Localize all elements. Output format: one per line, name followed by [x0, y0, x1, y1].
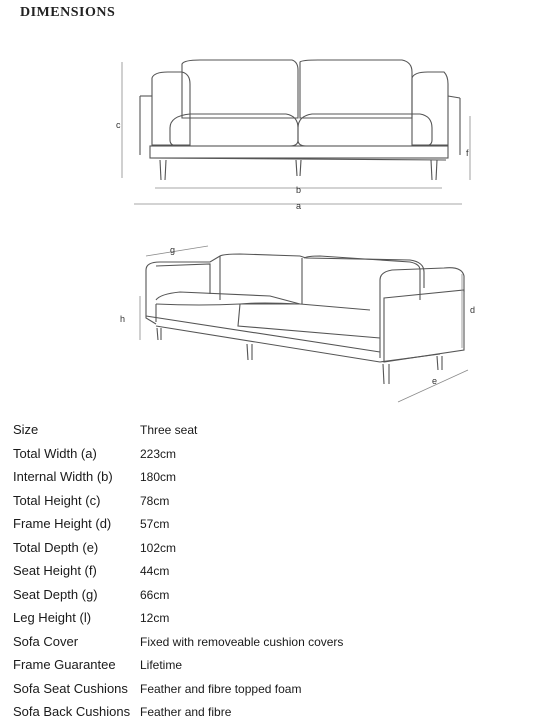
spec-row: [13, 446, 533, 470]
sofa-front-view: [140, 60, 460, 180]
dim-label-d: d: [470, 305, 476, 315]
specifications-table: [13, 422, 533, 728]
spec-label: Sofa Seat Cushions: [13, 680, 128, 696]
spec-value: 66cm: [140, 587, 170, 602]
dim-label-a: a: [296, 201, 302, 211]
spec-value: Fixed with removeable cushion covers: [140, 634, 344, 649]
spec-label: Internal Width (b): [13, 469, 113, 484]
spec-row: [13, 587, 533, 611]
spec-row: [13, 657, 533, 681]
spec-row: [13, 610, 533, 634]
spec-row: [13, 634, 533, 658]
spec-value: 78cm: [140, 493, 170, 508]
spec-row: [13, 493, 533, 517]
spec-label: Leg Height (l): [13, 610, 92, 625]
spec-label: Size: [13, 422, 39, 437]
spec-value: Feather and fibre: [140, 705, 232, 719]
spec-label: Total Depth (e): [13, 539, 99, 555]
spec-value: 57cm: [140, 517, 170, 531]
spec-label: Total Width (a): [13, 445, 97, 461]
spec-value: Feather and fibre topped foam: [140, 681, 302, 696]
dim-label-b: b: [296, 185, 302, 195]
spec-label: Total Height (c): [13, 492, 101, 508]
spec-label: Frame Guarantee: [13, 657, 116, 672]
spec-value: 102cm: [140, 540, 177, 555]
spec-row: [13, 516, 533, 540]
spec-value: 12cm: [140, 611, 170, 625]
spec-label: Seat Depth (g): [13, 586, 98, 602]
spec-row: [13, 469, 533, 493]
spec-value: 44cm: [140, 564, 170, 578]
spec-label: Sofa Cover: [13, 633, 79, 649]
spec-row: [13, 681, 533, 705]
spec-row: [13, 540, 533, 564]
spec-label: Frame Height (d): [13, 516, 112, 531]
dim-label-e: e: [432, 376, 438, 386]
dim-label-c: c: [116, 120, 121, 130]
dim-label-f: f: [466, 148, 469, 158]
spec-value: Three seat: [140, 423, 198, 437]
front-dimension-lines: [116, 62, 470, 211]
sofa-perspective-view: [146, 254, 464, 384]
dim-label-h: h: [120, 314, 126, 324]
section-heading: DIMENSIONS: [20, 5, 116, 20]
spec-value: 223cm: [140, 446, 177, 461]
spec-value: Lifetime: [140, 658, 183, 672]
spec-row: [13, 422, 533, 446]
dim-label-g: g: [170, 245, 176, 255]
spec-row: [13, 704, 533, 728]
spec-value: 180cm: [140, 470, 177, 484]
spec-row: [13, 563, 533, 587]
spec-label: Seat Height (f): [13, 563, 97, 578]
spec-label: Sofa Back Cushions: [13, 704, 131, 719]
